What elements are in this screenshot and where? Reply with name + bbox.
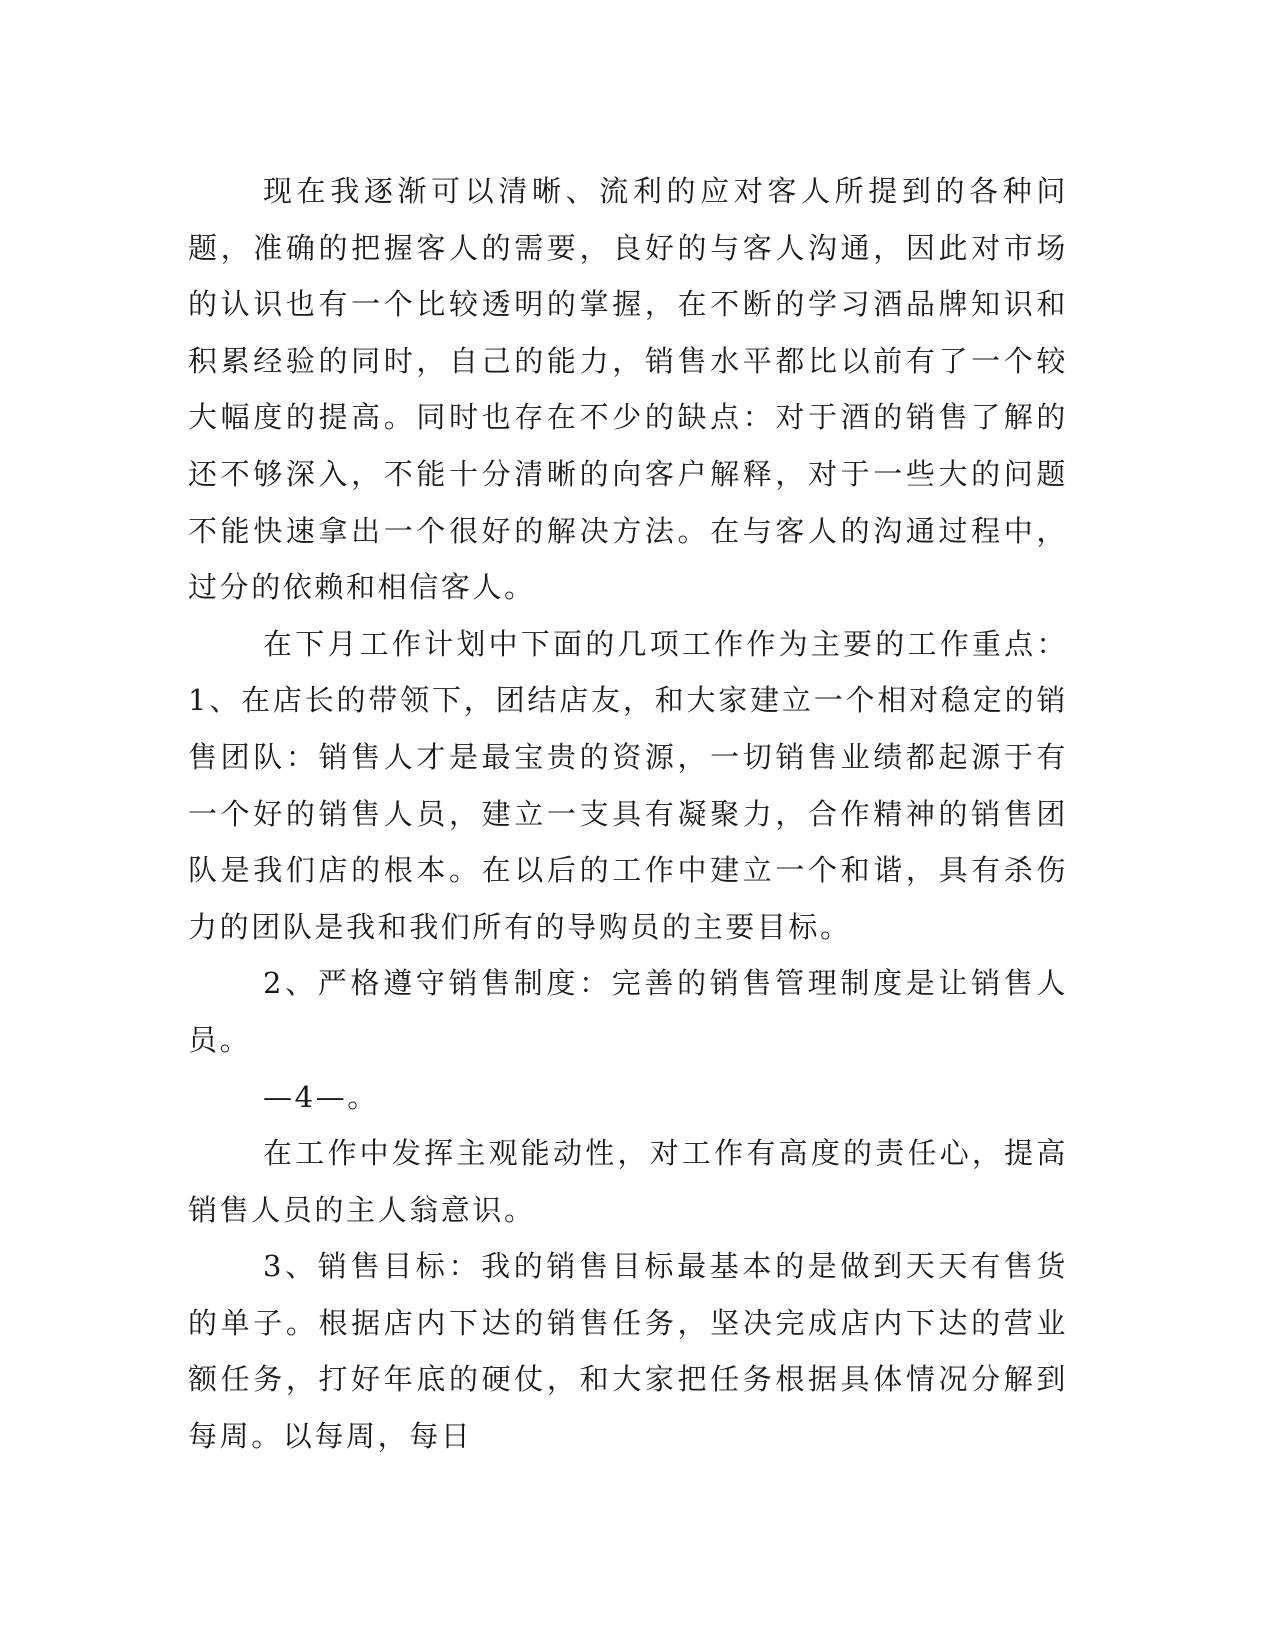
document-body [188, 163, 1068, 1465]
paragraph-1: 现在我逐渐可以清晰、流利的应对客人所提到的各种问题，准确的把握客人的需要，良好的与客人沟通，因此对市场的认识也有一个比较透明的掌握，在不断的学习酒品牌知识和积累经验的同时，自己的能力，销售水平都比以前有了一个较大幅度的提高。同时也存在不少的缺点：对于酒的销售了解的还不够深入，不能十分清晰的向客户解释，对于一些大的问题不能快速拿出一个很好的解决方法。在与客人的沟通过程中，过分的依赖和相信客人。 [188, 174, 1068, 605]
paragraph-2: 在下月工作计划中下面的几项工作作为主要的工作重点：1、在店长的带领下，团结店友，和大家建立一个相对稳定的销售团队：销售人才是最宝贵的资源，一切销售业绩都起源于有一个好的销售人员，建立一支具有凝聚力，合作精神的销售团队是我们店的根本。在以后的工作中建立一个和谐，具有杀伤力的团队是我和我们所有的导购员的主要目标。 [188, 626, 1068, 944]
page-marker: —4—。 [263, 1079, 379, 1114]
paragraph-4: 在工作中发挥主观能动性，对工作有高度的责任心，提高销售人员的主人翁意识。 [188, 1136, 1068, 1227]
paragraph-5: 3、销售目标：我的销售目标最基本的是做到天天有售货的单子。根据店内下达的销售任务，坚决完成店内下达的营业额任务，打好年底的硬仗，和大家把任务根据具体情况分解到每周。以每周，每日 [188, 1249, 1068, 1454]
paragraph-3: 2、严格遵守销售制度：完善的销售管理制度是让销售人员。 [188, 966, 1068, 1057]
